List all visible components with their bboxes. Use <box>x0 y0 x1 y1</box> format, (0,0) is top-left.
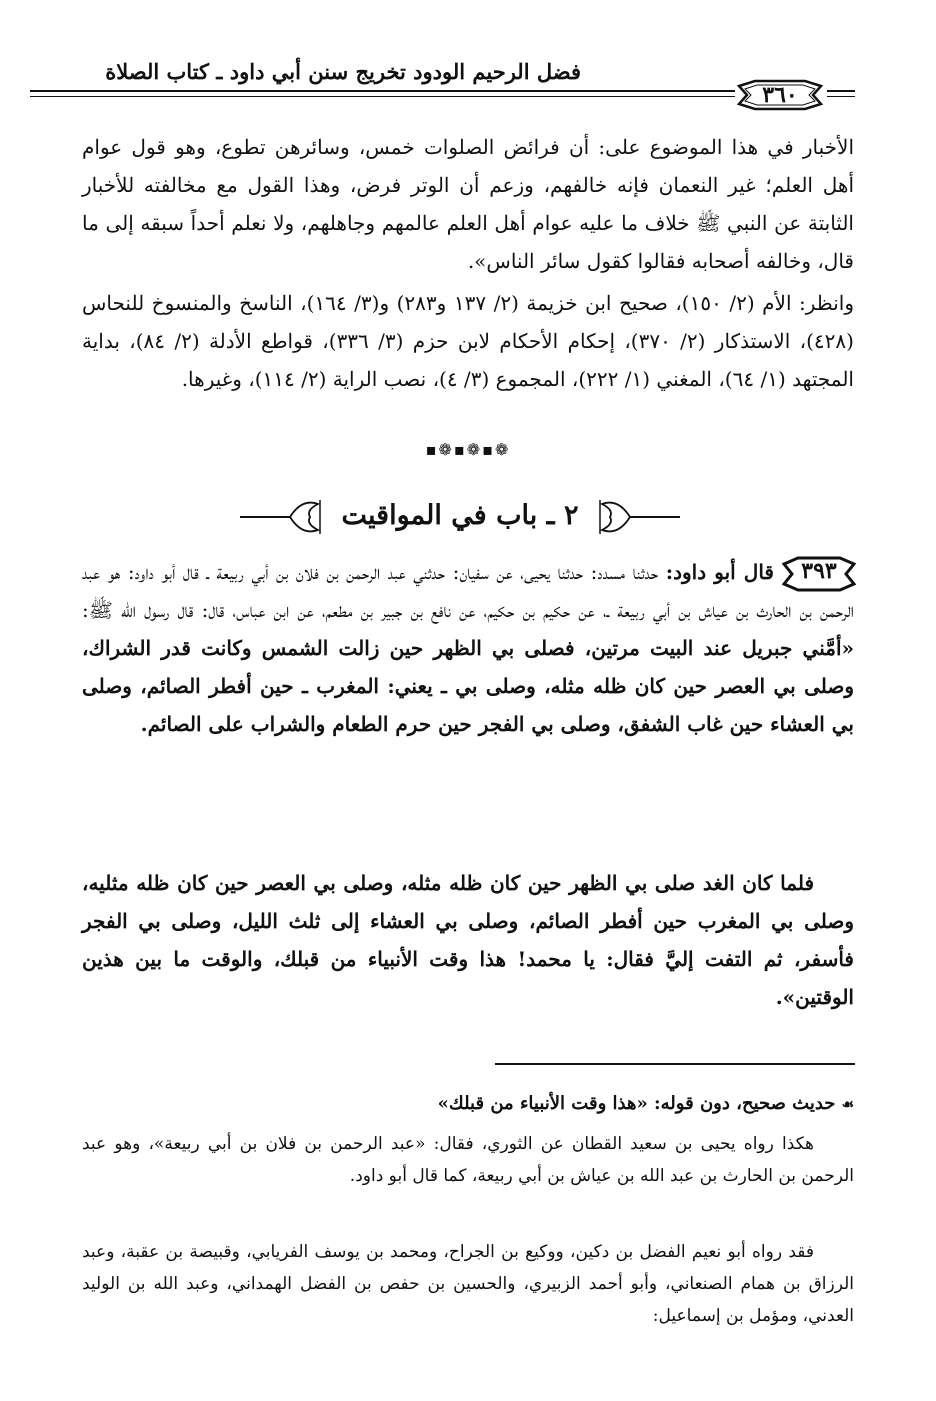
page-number: ٣٦٠ <box>762 82 798 108</box>
hadith-matn-1: «أمَّني جبريل عند البيت مرتين، فصلى بي الظهر حين زالت الشمس وكانت قدر الشراك، وصلى بي العصر حين كان ظله مثله، وصلى بي ـ يعني: المغرب ـ حين أفطر الصائم، وصلى بي العشاء حين غاب الشفق، وصلى بي الفجر حين حرم الطعام والشراب على الصائم. <box>82 636 854 736</box>
notes-text-1: هكذا رواه يحيى بن سعيد القطان عن الثوري، فقال: «عبد الرحمن بن فلان بن أبي ربيعة»، وهو عبد الرحمن بن الحارث بن عبد الله بن عياش بن أبي ربيعة، كما قال أبو داود. <box>82 1134 854 1186</box>
running-title: فضل الرحيم الودود تخريج سنن أبي داود ـ كتاب الصلاة <box>105 59 581 84</box>
hadith-isnad: حدثنا مسدد: حدثنا يحيى، عن سفيان: حدثني عبد الرحمن بن فلان بن أبي ربيعة ـ قال أبو داود: هو عبد الرحمن بن الحارث بن عياش بن أبي ربيعة ـ، عن حكيم بن حكيم، عن نافع بن جبير بن مطعم، عن ابن عباس، قال: قال رسول الله ﷺ: <box>82 560 854 622</box>
intro-paragraph-2 <box>82 284 854 398</box>
notes-text-2: فقد رواه أبو نعيم الفضل بن دكين، ووكيع بن الجراح، ومحمد بن يوسف الفريابي، وقبيصة بن عقبة، وعبد الرزاق بن همام الصنعاني، وأبو أحمد الزبيري، والحسين بن حفص بن الفضل الهمداني، وعبد الله بن الوليد العدني، ومؤمل بن إسماعيل: <box>82 1242 854 1326</box>
header-rule-left-top <box>827 90 855 92</box>
header-rule-bottom <box>30 96 735 97</box>
notes-paragraph-1 <box>82 1128 854 1192</box>
hadith-body <box>82 553 854 743</box>
hadith-number: ٣٩٣ <box>801 558 837 584</box>
section-separator: ❁▪❁▪❁▪ <box>425 440 511 459</box>
header-rule-top <box>30 90 735 92</box>
notes-heading-block <box>82 1088 854 1121</box>
intro-text-2: وانظر: الأم (٢/ ١٥٠)، صحيح ابن خزيمة (٢/ ١٣٧ و٢٨٣) و(٣/ ١٦٤)، الناسخ والمنسوخ للنحاس (٤٢٨)، الاستذكار (٢/ ٣٧٠)، إحكام الأحكام لابن حزم (٣/ ٣٣٦)، قواطع الأدلة (٢/ ٨٤)، بداية المجتهد (١/ ٦٤)، المغني (١/ ٢٢٢)، المجموع (٣/ ٤)، نصب الراية (٢/ ١١٤)، وغيرها. <box>82 291 854 391</box>
hadith-matn-2: فلما كان الغد صلى بي الظهر حين كان ظله مثله، وصلى بي العصر حين كان ظله مثليه، وصلى بي المغرب حين أفطر الصائم، وصلى بي العشاء إلى ثلث الليل، وصلى بي الفجر فأسفر، ثم التفت إليَّ فقال: يا محمد! هذا وقت الأنبياء من قبلك، والوقت ما بين هذين الوقتين». <box>82 871 854 1009</box>
hadith-lead: قال أبو داود: <box>665 560 774 584</box>
footnote-rule <box>495 1063 855 1065</box>
notes-paragraph-2 <box>82 1236 854 1332</box>
header-rule-left-bottom <box>827 96 855 97</box>
notes-heading: حديث صحيح، دون قوله: «هذا وقت الأنبياء من قبلك» <box>437 1093 836 1114</box>
intro-paragraph-1 <box>82 128 854 280</box>
intro-text-1: الأخبار في هذا الموضوع على: أن فرائض الصلوات خمس، وسائرهن تطوع، وهو قول عوام أهل العلم؛ غير النعمان فإنه خالفهم، وزعم أن الوتر فرض، وهذا القول مع مخالفته للأخبار الثابتة عن النبي ﷺ خلاف ما عليه عوام أهل العلم عالمهم وجاهلهم، ولا نعلم أحداً سبقه إلى ما قال، وخالفه أصحابه فقالوا كقول سائر الناس». <box>82 135 855 273</box>
hadith-matn-2-block <box>82 864 854 1016</box>
leaf-icon: ☙ <box>841 1097 854 1113</box>
chapter-title: ٢ ـ باب في المواقيت <box>341 500 579 531</box>
page-number-ornament <box>735 78 825 112</box>
chapter-title-ornament <box>240 490 680 544</box>
